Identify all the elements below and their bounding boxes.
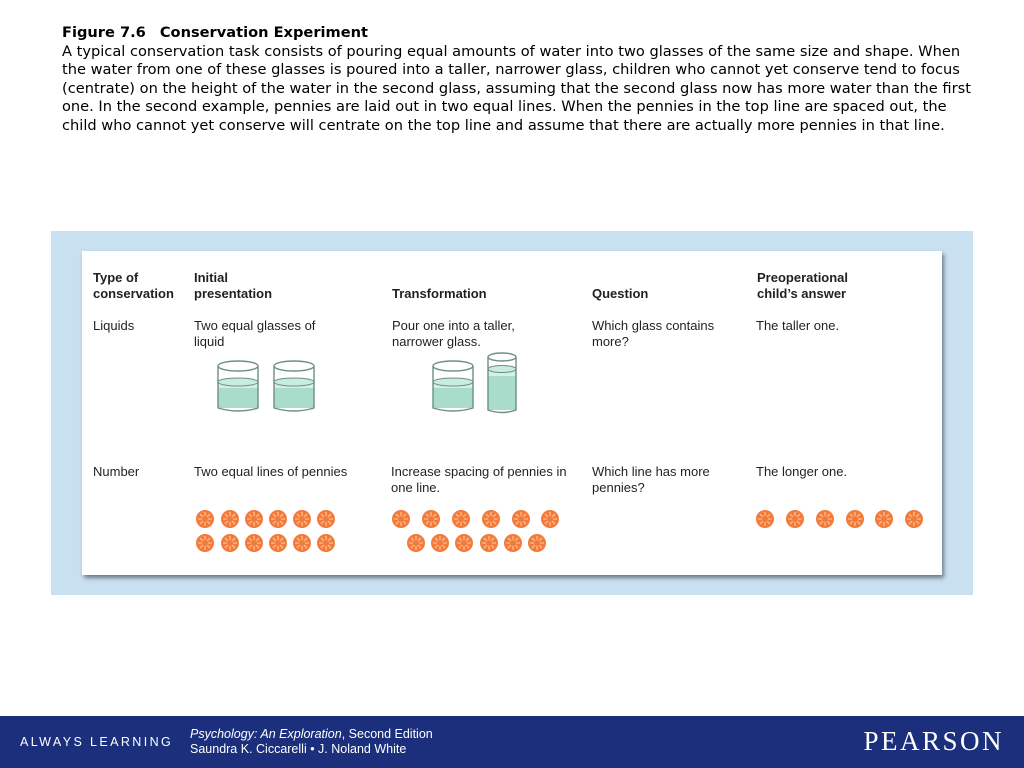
- row-number-transformation: Increase spacing of pennies in one line.: [391, 464, 567, 495]
- tall-glass-icon: [488, 353, 516, 413]
- caption-body: A typical conservation task consists of pouring equal amounts of water into two glasses of the same size and shape. When the water from one of these glasses is poured into a taller, narrower glass, children who cannot yet conserve tend to focus (centrate) on the height of the water in the second glass, assuming that the second glass now has more water than the first one. In the second example, pennies are laid out in two equal lines. When the pennies in the top line are spaced out, the child who cannot yet conserve will centrate on the top line and assume that there are actually more pennies in that line.: [62, 42, 971, 134]
- figure-heading: [62, 24, 972, 43]
- glass-icon: [433, 361, 473, 411]
- footer-bar: [0, 716, 1024, 768]
- row-liquids-question: Which glass contains more?: [592, 318, 715, 349]
- header-initial: Initial presentation: [194, 270, 273, 301]
- row-liquids-type: Liquids: [93, 318, 135, 333]
- figure-number: Figure 7.6: [62, 24, 146, 41]
- row-liquids-initial: Two equal glasses of liquid: [194, 318, 316, 349]
- publisher-logo: PEARSON: [863, 726, 1004, 756]
- header-type: Type of conservation: [93, 270, 174, 301]
- glass-icon: [274, 361, 314, 411]
- header-answer: Preoperational child’s answer: [757, 270, 849, 301]
- book-authors: Saundra K. Ciccarelli • J. Noland White: [190, 742, 407, 756]
- figure-title: Conservation Experiment: [159, 24, 368, 41]
- transformed-glasses-illustration: [428, 350, 524, 416]
- header-transformation: Transformation: [392, 286, 487, 301]
- footer-tagline: ALWAYS LEARNING: [20, 735, 174, 749]
- figure-caption: [62, 24, 972, 136]
- row-number-question: Which line has more pennies?: [592, 464, 710, 495]
- footer-book-info: [190, 727, 433, 757]
- equal-glasses-illustration: [212, 358, 324, 416]
- row-number-initial: Two equal lines of pennies: [194, 464, 348, 479]
- row-number-type: Number: [93, 464, 140, 479]
- header-question: Question: [592, 286, 649, 301]
- glass-icon: [218, 361, 258, 411]
- row-liquids-answer: The taller one.: [756, 318, 840, 333]
- book-edition: , Second Edition: [341, 727, 433, 741]
- row-liquids-transformation: Pour one into a taller, narrower glass.: [392, 318, 515, 349]
- row-number-answer: The longer one.: [756, 464, 848, 479]
- book-title: Psychology: An Exploration: [190, 727, 342, 741]
